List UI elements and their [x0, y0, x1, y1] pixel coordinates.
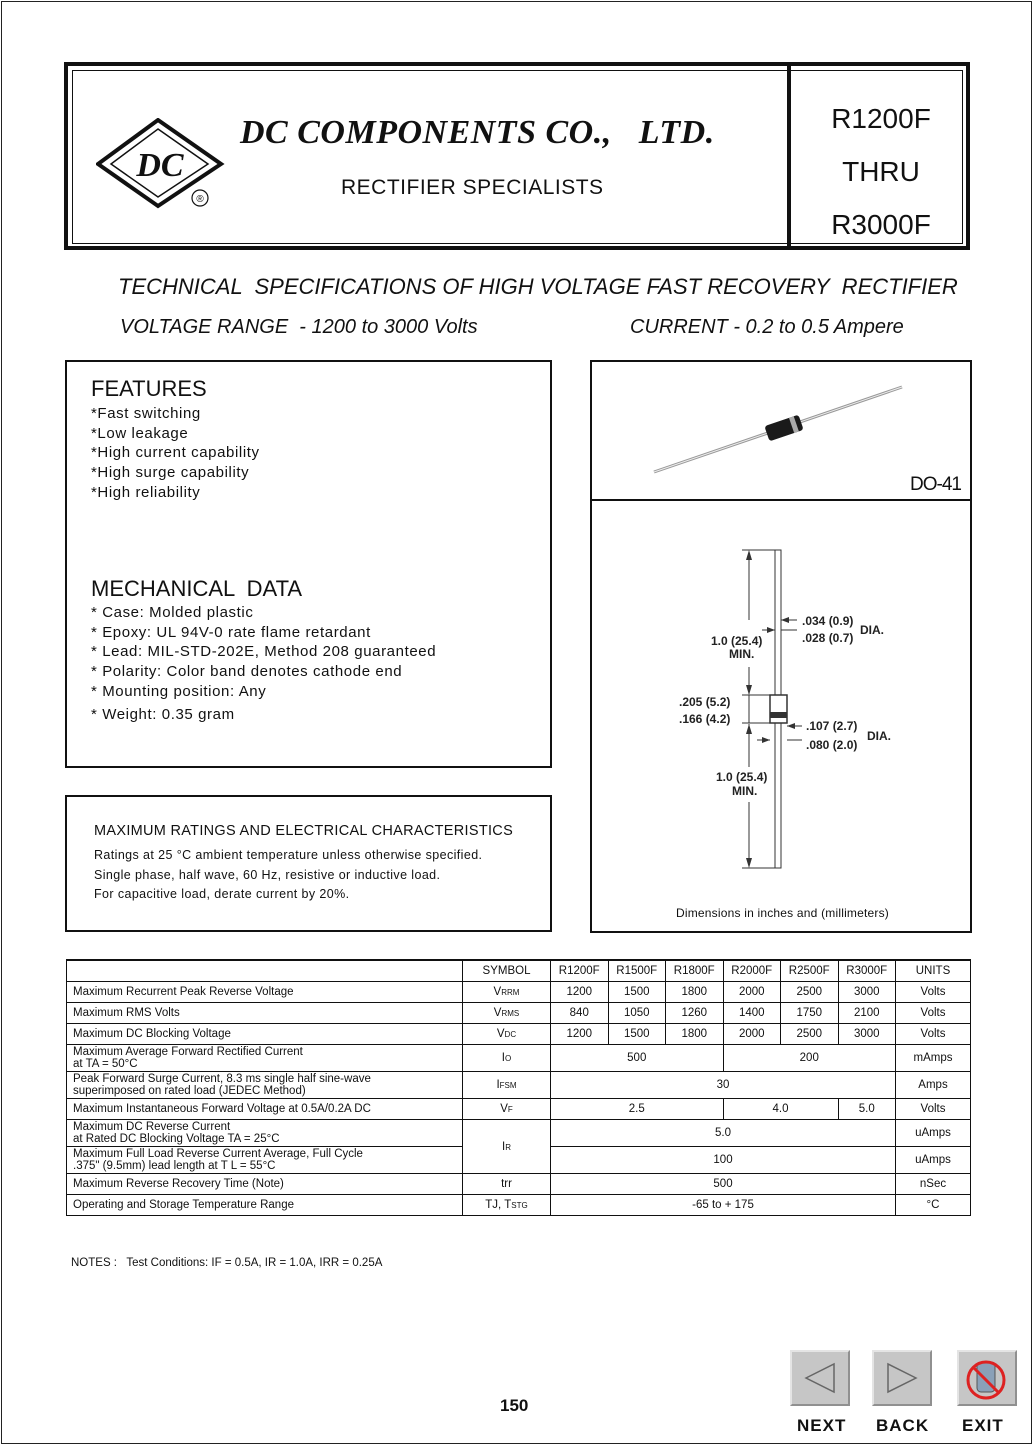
- param-symbol: VDC: [463, 1024, 551, 1045]
- value-cell: 1750: [781, 1003, 839, 1024]
- dim-dia-lead: DIA.: [860, 623, 884, 637]
- test-notes: NOTES : Test Conditions: IF = 0.5A, IR = 1.0A, IRR = 0.25A: [71, 1257, 383, 1269]
- table-row: [67, 1072, 971, 1099]
- value-cell: 2500: [781, 1024, 839, 1045]
- value-cell: 100: [551, 1147, 896, 1174]
- dc-logo-icon: [96, 118, 226, 210]
- dim-body-len-min: .166 (4.2): [679, 712, 731, 726]
- dim-lead-dia-min: .028 (0.7): [802, 631, 854, 645]
- next-button[interactable]: [790, 1350, 850, 1406]
- value-cell: 2000: [723, 1024, 781, 1045]
- back-label[interactable]: BACK: [876, 1416, 930, 1435]
- dim-dia-body: DIA.: [867, 729, 891, 743]
- current-range: CURRENT - 0.2 to 0.5 Ampere: [630, 316, 904, 338]
- dim-body-dia-min: .080 (2.0): [806, 738, 858, 752]
- unit-cell: Volts: [896, 1099, 971, 1120]
- ratings-line: Single phase, half wave, 60 Hz, resistive or inductive load.: [94, 867, 441, 882]
- value-cell: 1500: [608, 1024, 666, 1045]
- feature-item: *Fast switching: [91, 405, 201, 422]
- diode-photo-icon: [650, 382, 910, 478]
- unit-cell: Volts: [896, 1003, 971, 1024]
- value-cell: 1400: [723, 1003, 781, 1024]
- param-label: Operating and Storage Temperature Range: [67, 1195, 463, 1216]
- param-symbol: VRRM: [463, 982, 551, 1003]
- registered-mark: ®: [196, 194, 204, 205]
- table-row: [67, 1099, 971, 1120]
- spec-title: TECHNICAL SPECIFICATIONS OF HIGH VOLTAGE FAST RECOVERY RECTIFIER: [118, 274, 958, 299]
- part-range: [795, 92, 967, 251]
- voltage-range: VOLTAGE RANGE - 1200 to 3000 Volts: [120, 316, 478, 338]
- arrow-right-icon: [874, 1352, 930, 1404]
- back-button[interactable]: [872, 1350, 932, 1406]
- part-from: R1200F: [831, 103, 931, 134]
- value-cell: 1200: [551, 1024, 609, 1045]
- value-cell: 2.5: [551, 1099, 724, 1120]
- unit-cell: nSec: [896, 1174, 971, 1195]
- param-label: Maximum Full Load Reverse Current Average, Full Cycle .375" (9.5mm) lead length at T L = 55°C: [67, 1147, 463, 1174]
- unit-cell: °C: [896, 1195, 971, 1216]
- ratings-notes: [94, 846, 482, 905]
- package-name: DO-41: [910, 474, 961, 495]
- ratings-line: Ratings at 25 °C ambient temperature unless otherwise specified.: [94, 848, 483, 862]
- param-label: Maximum RMS Volts: [67, 1003, 463, 1024]
- value-cell: 4.0: [723, 1099, 838, 1120]
- param-symbol: IFSM: [463, 1072, 551, 1099]
- unit-cell: Volts: [896, 1024, 971, 1045]
- param-symbol: VF: [463, 1099, 551, 1120]
- param-label: Maximum Recurrent Peak Reverse Voltage: [67, 982, 463, 1003]
- mech-item: * Case: Molded plastic: [91, 604, 254, 621]
- ratings-heading: MAXIMUM RATINGS AND ELECTRICAL CHARACTERISTICS: [94, 823, 514, 839]
- dim-lead-length-top: 1.0 (25.4): [711, 634, 763, 648]
- exit-button[interactable]: [957, 1350, 1017, 1406]
- dimension-note: Dimensions in inches and (millimeters): [676, 906, 890, 920]
- package-divider: [590, 499, 972, 501]
- company-tagline: RECTIFIER SPECIALISTS: [341, 176, 604, 199]
- dim-min-top: MIN.: [729, 647, 755, 661]
- value-cell: 500: [551, 1045, 724, 1072]
- part-to: R3000F: [831, 209, 931, 240]
- part-header: R2500F: [781, 960, 839, 982]
- value-cell: 840: [551, 1003, 609, 1024]
- company-name: DC COMPONENTS CO., LTD.: [240, 114, 715, 151]
- part-header: R1500F: [608, 960, 666, 982]
- part-header: R3000F: [838, 960, 896, 982]
- unit-cell: uAmps: [896, 1120, 971, 1147]
- table-row: [67, 1174, 971, 1195]
- symbol-header: SYMBOL: [463, 960, 551, 982]
- exit-icon: [959, 1352, 1015, 1404]
- mechanical-heading: MECHANICAL DATA: [91, 576, 303, 601]
- feature-item: *High current capability: [91, 444, 260, 462]
- arrow-left-icon: [792, 1352, 848, 1404]
- value-cell: 5.0: [838, 1099, 896, 1120]
- unit-cell: Volts: [896, 982, 971, 1003]
- unit-cell: mAmps: [896, 1045, 971, 1072]
- param-label: Maximum Average Forward Rectified Current at TA = 50°C: [67, 1045, 463, 1072]
- dim-body-len-max: .205 (5.2): [679, 695, 731, 709]
- unit-cell: Amps: [896, 1072, 971, 1099]
- value-cell: 2500: [781, 982, 839, 1003]
- unit-cell: uAmps: [896, 1147, 971, 1174]
- param-label: Maximum DC Reverse Current at Rated DC Blocking Voltage TA = 25°C: [67, 1120, 463, 1147]
- part-thru: THRU: [842, 156, 920, 187]
- part-header: R1200F: [551, 960, 609, 982]
- table-row: [67, 982, 971, 1003]
- value-cell: 1800: [666, 1024, 724, 1045]
- param-symbol: VRMS: [463, 1003, 551, 1024]
- param-symbol: trr: [463, 1174, 551, 1195]
- dim-min-bottom: MIN.: [732, 784, 758, 798]
- value-cell: 1800: [666, 982, 724, 1003]
- value-cell: 1260: [666, 1003, 724, 1024]
- table-cell: [67, 960, 463, 982]
- table-row: [67, 1024, 971, 1045]
- header-divider: [787, 62, 791, 250]
- value-cell: -65 to + 175: [551, 1195, 896, 1216]
- mech-item: * Polarity: Color band denotes cathode end: [91, 663, 403, 681]
- mech-item: * Mounting position: Any: [91, 682, 267, 700]
- spec-table: [66, 959, 971, 1216]
- mechanical-list: [91, 604, 436, 726]
- value-cell: 500: [551, 1174, 896, 1195]
- value-cell: 2100: [838, 1003, 896, 1024]
- param-label: Maximum Instantaneous Forward Voltage at 0.5A/0.2A DC: [67, 1099, 463, 1120]
- part-header: R1800F: [666, 960, 724, 982]
- param-symbol: IO: [463, 1045, 551, 1072]
- features-list: [91, 405, 260, 503]
- exit-label[interactable]: EXIT: [962, 1416, 1004, 1435]
- feature-item: *High surge capability: [91, 464, 250, 482]
- table-row: [67, 1195, 971, 1216]
- page-number: 150: [500, 1396, 529, 1415]
- value-cell: 1500: [608, 982, 666, 1003]
- mech-item: * Lead: MIL-STD-202E, Method 208 guaranteed: [91, 643, 437, 661]
- logo-text: DC: [136, 147, 184, 184]
- param-label: Maximum Reverse Recovery Time (Note): [67, 1174, 463, 1195]
- value-cell: 30: [551, 1072, 896, 1099]
- part-header: R2000F: [723, 960, 781, 982]
- value-cell: 1050: [608, 1003, 666, 1024]
- value-cell: 2000: [723, 982, 781, 1003]
- mech-item: * Epoxy: UL 94V-0 rate flame retardant: [91, 623, 371, 641]
- param-symbol: TJ, TSTG: [463, 1195, 551, 1216]
- dim-lead-dia-max: .034 (0.9): [802, 614, 854, 628]
- dimension-drawing: [592, 502, 970, 902]
- next-label[interactable]: NEXT: [797, 1416, 847, 1435]
- dim-lead-length-bottom: 1.0 (25.4): [716, 770, 768, 784]
- table-row: [67, 1003, 971, 1024]
- table-header-row: [67, 960, 971, 982]
- value-cell: 3000: [838, 1024, 896, 1045]
- feature-item: *Low leakage: [91, 424, 189, 442]
- ratings-line: For capacitive load, derate current by 20%.: [94, 887, 350, 901]
- value-cell: 1200: [551, 982, 609, 1003]
- value-cell: 3000: [838, 982, 896, 1003]
- feature-item: *High reliability: [91, 483, 201, 501]
- param-symbol: IR: [463, 1120, 551, 1174]
- units-header: UNITS: [896, 960, 971, 982]
- features-heading: FEATURES: [91, 376, 207, 401]
- dim-body-dia-max: .107 (2.7): [806, 719, 858, 733]
- value-cell: 5.0: [551, 1120, 896, 1147]
- param-label: Maximum DC Blocking Voltage: [67, 1024, 463, 1045]
- param-label: Peak Forward Surge Current, 8.3 ms single half sine-wave superimposed on rated load (JEDEC Method): [67, 1072, 463, 1099]
- table-row: [67, 1120, 971, 1147]
- mech-item: * Weight: 0.35 gram: [91, 706, 235, 724]
- value-cell: 200: [723, 1045, 896, 1072]
- table-row: [67, 1045, 971, 1072]
